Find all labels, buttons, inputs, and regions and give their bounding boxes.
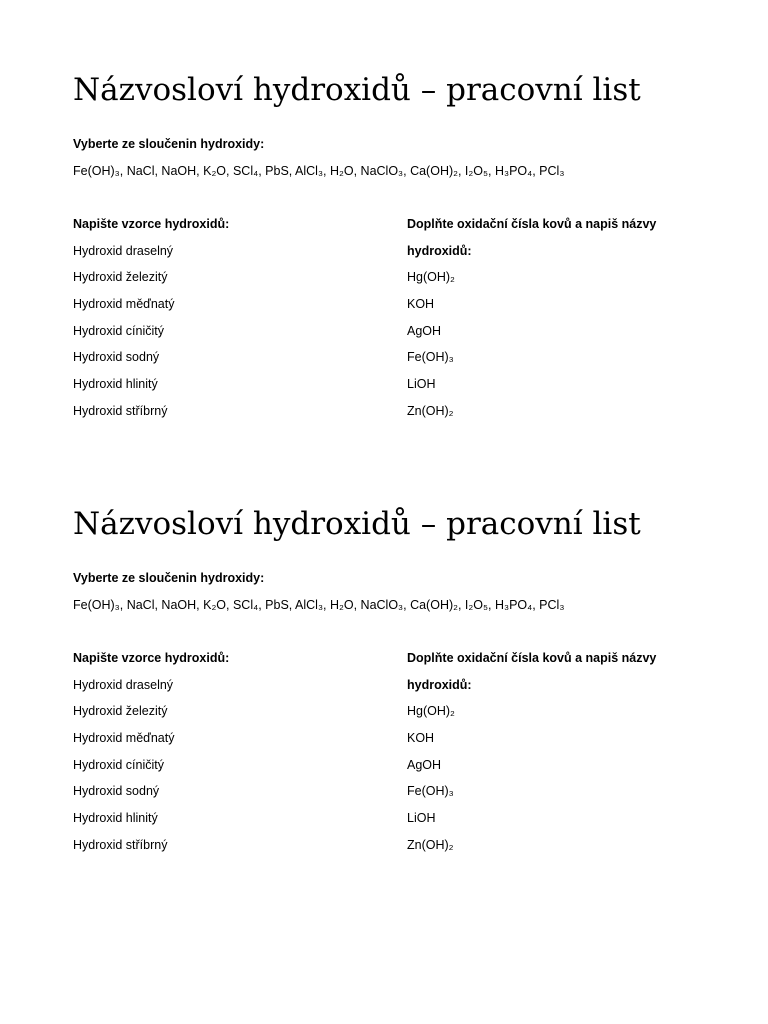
naming-task-heading-continued: hydroxidů: <box>407 243 472 258</box>
hydroxide-name-item: Hydroxid cíničitý <box>73 757 164 772</box>
hydroxide-formula-item: LiOH <box>407 811 436 826</box>
hydroxide-name-item: Hydroxid železitý <box>73 270 168 285</box>
hydroxide-formula-item: KOH <box>407 297 435 312</box>
worksheet <box>73 504 693 852</box>
worksheet-title: Názvosloví hydroxidů – pracovní list <box>73 506 641 542</box>
hydroxide-formula-item: KOH <box>407 731 435 746</box>
naming-task-heading: Doplňte oxidační čísla kovů a napiš názvy <box>407 651 657 665</box>
formula-task-column <box>73 651 229 865</box>
hydroxide-formula-item: Fe(OH)₃ <box>407 784 454 799</box>
hydroxide-formula-item: Hg(OH)₂ <box>407 270 455 285</box>
worksheet <box>73 70 693 418</box>
hydroxide-formula-item: Fe(OH)₃ <box>407 350 454 365</box>
hydroxide-name-item: Hydroxid cíničitý <box>73 323 164 338</box>
worksheet-title: Názvosloví hydroxidů – pracovní list <box>73 72 641 108</box>
compound-list: Fe(OH)₃, NaCl, NaOH, K₂O, SCl₄, PbS, AlCl₃, H₂O, NaClO₃, Ca(OH)₂, I₂O₅, H₃PO₄, PCl₃ <box>73 164 565 178</box>
hydroxide-name-item: Hydroxid stříbrný <box>73 403 168 418</box>
naming-task-column <box>407 651 656 865</box>
hydroxide-name-item: Hydroxid draselný <box>73 677 174 692</box>
hydroxide-formula-item: AgOH <box>407 757 442 772</box>
hydroxide-name-item: Hydroxid měďnatý <box>73 297 175 312</box>
hydroxide-name-item: Hydroxid hlinitý <box>73 811 158 826</box>
selection-prompt: Vyberte ze sloučenin hydroxidy: <box>73 137 265 151</box>
hydroxide-name-item: Hydroxid sodný <box>73 350 160 365</box>
selection-prompt: Vyberte ze sloučenin hydroxidy: <box>73 571 265 585</box>
hydroxide-name-item: Hydroxid měďnatý <box>73 731 175 746</box>
formula-task-heading: Napište vzorce hydroxidů: <box>73 651 230 665</box>
hydroxide-name-item: Hydroxid draselný <box>73 243 174 258</box>
naming-task-heading: Doplňte oxidační čísla kovů a napiš názvy <box>407 217 657 231</box>
hydroxide-name-item: Hydroxid stříbrný <box>73 837 168 852</box>
compound-list: Fe(OH)₃, NaCl, NaOH, K₂O, SCl₄, PbS, AlCl₃, H₂O, NaClO₃, Ca(OH)₂, I₂O₅, H₃PO₄, PCl₃ <box>73 598 565 612</box>
formula-task-heading: Napište vzorce hydroxidů: <box>73 217 230 231</box>
hydroxide-formula-item: Zn(OH)₂ <box>407 403 454 418</box>
hydroxide-name-item: Hydroxid sodný <box>73 784 160 799</box>
naming-task-heading-continued: hydroxidů: <box>407 677 472 692</box>
hydroxide-formula-item: Hg(OH)₂ <box>407 704 455 719</box>
hydroxide-name-item: Hydroxid železitý <box>73 704 168 719</box>
hydroxide-formula-item: Zn(OH)₂ <box>407 837 454 852</box>
hydroxide-name-item: Hydroxid hlinitý <box>73 377 158 392</box>
hydroxide-formula-item: AgOH <box>407 323 442 338</box>
formula-task-column <box>73 217 229 431</box>
naming-task-column <box>407 217 656 431</box>
hydroxide-formula-item: LiOH <box>407 377 436 392</box>
